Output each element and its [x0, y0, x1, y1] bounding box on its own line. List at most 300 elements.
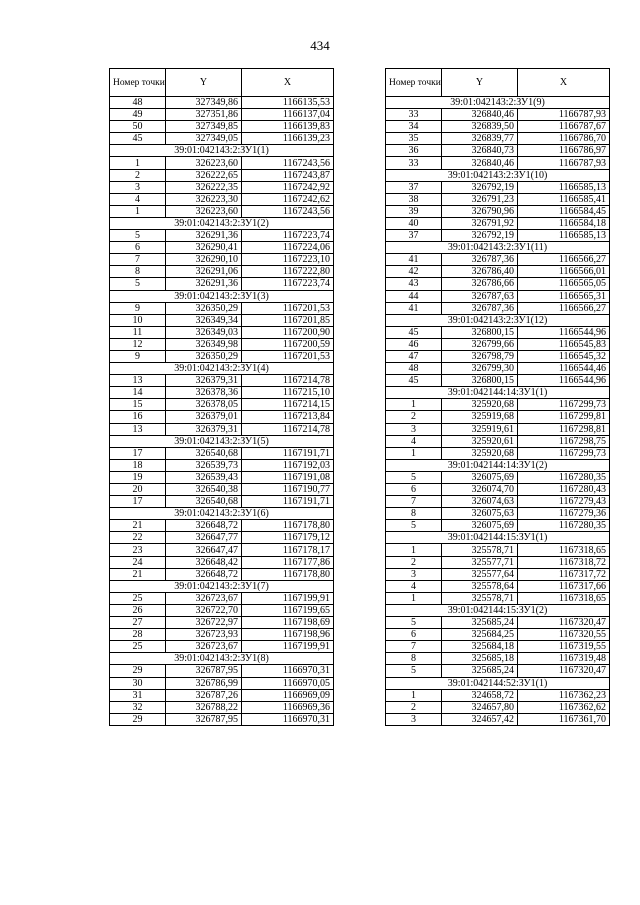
y-coordinate-cell: 326798,79: [442, 350, 518, 362]
table-row: [386, 399, 610, 411]
x-coordinate-cell: 1167178,17: [242, 544, 334, 556]
x-coordinate-cell: 1167319,48: [518, 653, 610, 665]
y-coordinate-cell: 326349,03: [166, 326, 242, 338]
y-coordinate-cell: 326223,60: [166, 157, 242, 169]
table-row: [110, 326, 334, 338]
y-coordinate-cell: 326539,43: [166, 471, 242, 483]
table-row: [110, 133, 334, 145]
section-label: 39:01:042143:2:ЗУ1(3): [110, 290, 334, 302]
x-coordinate-cell: 1167298,81: [518, 423, 610, 435]
point-number-cell: 31: [110, 689, 166, 701]
x-coordinate-cell: 1166544,96: [518, 375, 610, 387]
point-number-cell: 13: [110, 375, 166, 387]
point-number-cell: 1: [386, 689, 442, 701]
table-row: [386, 617, 610, 629]
section-label: 39:01:042143:2:ЗУ1(6): [110, 508, 334, 520]
x-coordinate-cell: 1167299,73: [518, 447, 610, 459]
x-coordinate-cell: 1166970,05: [242, 677, 334, 689]
x-coordinate-cell: 1167198,96: [242, 629, 334, 641]
table-row: [386, 447, 610, 459]
section-label: 39:01:042143:2:ЗУ1(12): [386, 314, 610, 326]
x-coordinate-cell: 1167320,47: [518, 617, 610, 629]
header-x: X: [518, 69, 610, 97]
y-coordinate-cell: 325919,61: [442, 423, 518, 435]
x-coordinate-cell: 1167243,87: [242, 169, 334, 181]
section-label: 39:01:042143:2:ЗУ1(5): [110, 435, 334, 447]
y-coordinate-cell: 326839,77: [442, 133, 518, 145]
x-coordinate-cell: 1167320,47: [518, 665, 610, 677]
section-label: 39:01:042144:14:ЗУ1(1): [386, 387, 610, 399]
point-number-cell: 24: [110, 556, 166, 568]
section-label: 39:01:042144:14:ЗУ1(2): [386, 459, 610, 471]
point-number-cell: 3: [386, 713, 442, 725]
point-number-cell: 1: [110, 205, 166, 217]
point-number-cell: 5: [386, 520, 442, 532]
table-row: [386, 230, 610, 242]
table-row: [386, 556, 610, 568]
point-number-cell: 5: [386, 617, 442, 629]
y-coordinate-cell: 326075,63: [442, 508, 518, 520]
y-coordinate-cell: 326799,66: [442, 338, 518, 350]
x-coordinate-cell: 1166135,53: [242, 97, 334, 109]
point-number-cell: 39: [386, 205, 442, 217]
coordinates-table-right: [385, 68, 610, 726]
y-coordinate-cell: 325577,64: [442, 568, 518, 580]
table-row: [386, 181, 610, 193]
x-coordinate-cell: 1166970,31: [242, 713, 334, 725]
x-coordinate-cell: 1167199,91: [242, 641, 334, 653]
point-number-cell: 25: [110, 592, 166, 604]
x-coordinate-cell: 1166584,18: [518, 217, 610, 229]
table-row: [386, 568, 610, 580]
y-coordinate-cell: 326840,46: [442, 157, 518, 169]
y-coordinate-cell: 326791,92: [442, 217, 518, 229]
x-coordinate-cell: 1167362,62: [518, 701, 610, 713]
x-coordinate-cell: 1167198,69: [242, 617, 334, 629]
point-number-cell: 27: [110, 617, 166, 629]
y-coordinate-cell: 326291,36: [166, 278, 242, 290]
y-coordinate-cell: 325578,71: [442, 592, 518, 604]
table-row: [110, 701, 334, 713]
point-number-cell: 16: [110, 411, 166, 423]
x-coordinate-cell: 1166565,31: [518, 290, 610, 302]
x-coordinate-cell: 1166584,45: [518, 205, 610, 217]
table-row: [386, 641, 610, 653]
table-row: [386, 629, 610, 641]
x-coordinate-cell: 1166585,41: [518, 193, 610, 205]
point-number-cell: 40: [386, 217, 442, 229]
section-row: [386, 677, 610, 689]
section-row: [386, 242, 610, 254]
y-coordinate-cell: 325684,18: [442, 641, 518, 653]
x-coordinate-cell: 1167223,74: [242, 278, 334, 290]
section-label: 39:01:042143:2:ЗУ1(10): [386, 169, 610, 181]
point-number-cell: 37: [386, 181, 442, 193]
y-coordinate-cell: 326379,01: [166, 411, 242, 423]
point-number-cell: 5: [386, 471, 442, 483]
section-row: [386, 169, 610, 181]
x-coordinate-cell: 1167318,65: [518, 544, 610, 556]
x-coordinate-cell: 1167177,86: [242, 556, 334, 568]
section-row: [386, 387, 610, 399]
y-coordinate-cell: 326723,67: [166, 641, 242, 653]
table-row: [110, 121, 334, 133]
x-coordinate-cell: 1167280,43: [518, 484, 610, 496]
x-coordinate-cell: 1167280,35: [518, 471, 610, 483]
x-coordinate-cell: 1167223,10: [242, 254, 334, 266]
point-number-cell: 1: [110, 157, 166, 169]
x-coordinate-cell: 1167320,55: [518, 629, 610, 641]
point-number-cell: 37: [386, 230, 442, 242]
table-row: [110, 629, 334, 641]
point-number-cell: 12: [110, 338, 166, 350]
y-coordinate-cell: 326291,36: [166, 230, 242, 242]
table-row: [386, 496, 610, 508]
point-number-cell: 5: [110, 230, 166, 242]
y-coordinate-cell: 326786,66: [442, 278, 518, 290]
y-coordinate-cell: 326800,15: [442, 375, 518, 387]
x-coordinate-cell: 1167362,23: [518, 689, 610, 701]
x-coordinate-cell: 1167224,06: [242, 242, 334, 254]
x-coordinate-cell: 1166585,13: [518, 181, 610, 193]
x-coordinate-cell: 1167199,65: [242, 604, 334, 616]
table-row: [110, 532, 334, 544]
y-coordinate-cell: 326540,68: [166, 447, 242, 459]
y-coordinate-cell: 326350,29: [166, 302, 242, 314]
y-coordinate-cell: 326800,15: [442, 326, 518, 338]
point-number-cell: 48: [110, 97, 166, 109]
table-row: [110, 459, 334, 471]
y-coordinate-cell: 326223,30: [166, 193, 242, 205]
y-coordinate-cell: 325920,68: [442, 447, 518, 459]
table-row: [110, 641, 334, 653]
y-coordinate-cell: 326799,30: [442, 363, 518, 375]
table-row: [386, 713, 610, 725]
point-number-cell: 36: [386, 145, 442, 157]
table-row: [110, 157, 334, 169]
x-coordinate-cell: 1167214,78: [242, 423, 334, 435]
point-number-cell: 18: [110, 459, 166, 471]
table-row: [386, 302, 610, 314]
x-coordinate-cell: 1167179,12: [242, 532, 334, 544]
x-coordinate-cell: 1167191,71: [242, 496, 334, 508]
y-coordinate-cell: 326222,35: [166, 181, 242, 193]
section-label: 39:01:042144:52:ЗУ1(1): [386, 677, 610, 689]
point-number-cell: 9: [110, 350, 166, 362]
y-coordinate-cell: 326723,93: [166, 629, 242, 641]
section-row: [110, 653, 334, 665]
y-coordinate-cell: 326349,98: [166, 338, 242, 350]
x-coordinate-cell: 1167361,70: [518, 713, 610, 725]
y-coordinate-cell: 326350,29: [166, 350, 242, 362]
section-label: 39:01:042143:2:ЗУ1(9): [386, 97, 610, 109]
table-row: [110, 181, 334, 193]
point-number-cell: 4: [386, 435, 442, 447]
point-number-cell: 28: [110, 629, 166, 641]
table-row: [386, 121, 610, 133]
y-coordinate-cell: 325685,24: [442, 665, 518, 677]
x-coordinate-cell: 1166787,67: [518, 121, 610, 133]
x-coordinate-cell: 1166544,46: [518, 363, 610, 375]
table-row: [386, 689, 610, 701]
table-row: [110, 350, 334, 362]
x-coordinate-cell: 1167201,53: [242, 302, 334, 314]
y-coordinate-cell: 326787,95: [166, 665, 242, 677]
point-number-cell: 35: [386, 133, 442, 145]
y-coordinate-cell: 326223,60: [166, 205, 242, 217]
x-coordinate-cell: 1166139,23: [242, 133, 334, 145]
x-coordinate-cell: 1167318,65: [518, 592, 610, 604]
section-row: [110, 217, 334, 229]
y-coordinate-cell: 326791,23: [442, 193, 518, 205]
header-x: X: [242, 69, 334, 97]
table-row: [386, 411, 610, 423]
point-number-cell: 6: [110, 242, 166, 254]
y-coordinate-cell: 326378,05: [166, 399, 242, 411]
table-row: [386, 435, 610, 447]
table-row: [110, 302, 334, 314]
table-row: [110, 314, 334, 326]
table-row: [110, 604, 334, 616]
point-number-cell: 7: [110, 254, 166, 266]
x-coordinate-cell: 1166565,05: [518, 278, 610, 290]
section-row: [386, 604, 610, 616]
table-row: [110, 496, 334, 508]
table-row: [386, 363, 610, 375]
table-row: [110, 447, 334, 459]
point-number-cell: 20: [110, 484, 166, 496]
point-number-cell: 48: [386, 363, 442, 375]
section-label: 39:01:042144:15:ЗУ1(1): [386, 532, 610, 544]
table-row: [386, 338, 610, 350]
x-coordinate-cell: 1167192,03: [242, 459, 334, 471]
section-label: 39:01:042144:15:ЗУ1(2): [386, 604, 610, 616]
x-coordinate-cell: 1167191,08: [242, 471, 334, 483]
x-coordinate-cell: 1167178,80: [242, 520, 334, 532]
x-coordinate-cell: 1167298,75: [518, 435, 610, 447]
section-row: [110, 145, 334, 157]
table-row: [110, 592, 334, 604]
section-row: [110, 290, 334, 302]
x-coordinate-cell: 1167318,72: [518, 556, 610, 568]
table-row: [386, 375, 610, 387]
point-number-cell: 4: [110, 193, 166, 205]
x-coordinate-cell: 1167319,55: [518, 641, 610, 653]
table-row: [110, 375, 334, 387]
y-coordinate-cell: 326787,95: [166, 713, 242, 725]
table-header-row: [386, 69, 610, 97]
point-number-cell: 10: [110, 314, 166, 326]
point-number-cell: 19: [110, 471, 166, 483]
section-row: [110, 508, 334, 520]
x-coordinate-cell: 1167299,73: [518, 399, 610, 411]
y-coordinate-cell: 326648,42: [166, 556, 242, 568]
section-label: 39:01:042143:2:ЗУ1(11): [386, 242, 610, 254]
x-coordinate-cell: 1166545,32: [518, 350, 610, 362]
y-coordinate-cell: 326792,19: [442, 181, 518, 193]
x-coordinate-cell: 1167201,85: [242, 314, 334, 326]
y-coordinate-cell: 327349,85: [166, 121, 242, 133]
table-row: [386, 157, 610, 169]
point-number-cell: 41: [386, 254, 442, 266]
table-row: [386, 592, 610, 604]
y-coordinate-cell: 326349,34: [166, 314, 242, 326]
x-coordinate-cell: 1166566,01: [518, 266, 610, 278]
x-coordinate-cell: 1167317,72: [518, 568, 610, 580]
y-coordinate-cell: 325577,71: [442, 556, 518, 568]
point-number-cell: 2: [386, 556, 442, 568]
section-label: 39:01:042143:2:ЗУ1(8): [110, 653, 334, 665]
table-row: [386, 266, 610, 278]
x-coordinate-cell: 1167214,15: [242, 399, 334, 411]
table-row: [110, 254, 334, 266]
table-row: [110, 387, 334, 399]
y-coordinate-cell: 324658,72: [442, 689, 518, 701]
table-row: [110, 242, 334, 254]
y-coordinate-cell: 327349,05: [166, 133, 242, 145]
y-coordinate-cell: 326379,31: [166, 423, 242, 435]
table-row: [386, 145, 610, 157]
point-number-cell: 5: [110, 278, 166, 290]
y-coordinate-cell: 324657,42: [442, 713, 518, 725]
table-row: [110, 484, 334, 496]
x-coordinate-cell: 1167178,80: [242, 568, 334, 580]
table-row: [386, 484, 610, 496]
x-coordinate-cell: 1167213,84: [242, 411, 334, 423]
point-number-cell: 2: [110, 169, 166, 181]
x-coordinate-cell: 1167299,81: [518, 411, 610, 423]
section-row: [386, 459, 610, 471]
y-coordinate-cell: 326074,63: [442, 496, 518, 508]
y-coordinate-cell: 326792,19: [442, 230, 518, 242]
point-number-cell: 33: [386, 109, 442, 121]
point-number-cell: 47: [386, 350, 442, 362]
table-row: [386, 653, 610, 665]
x-coordinate-cell: 1167279,36: [518, 508, 610, 520]
y-coordinate-cell: 326722,70: [166, 604, 242, 616]
point-number-cell: 25: [110, 641, 166, 653]
table-row: [110, 230, 334, 242]
y-coordinate-cell: 326648,72: [166, 520, 242, 532]
x-coordinate-cell: 1166566,27: [518, 254, 610, 266]
y-coordinate-cell: 326222,65: [166, 169, 242, 181]
table-row: [110, 556, 334, 568]
table-row: [386, 544, 610, 556]
table-row: [386, 520, 610, 532]
table-row: [386, 580, 610, 592]
table-row: [386, 133, 610, 145]
page-number: 434: [310, 38, 330, 53]
y-coordinate-cell: 325920,68: [442, 399, 518, 411]
point-number-cell: 2: [386, 411, 442, 423]
y-coordinate-cell: 326787,36: [442, 302, 518, 314]
y-coordinate-cell: 326790,96: [442, 205, 518, 217]
header-point-number: Номер точки: [110, 69, 166, 97]
point-number-cell: 9: [110, 302, 166, 314]
table-row: [110, 665, 334, 677]
point-number-cell: 13: [110, 423, 166, 435]
x-coordinate-cell: 1166585,13: [518, 230, 610, 242]
y-coordinate-cell: 326723,67: [166, 592, 242, 604]
point-number-cell: 1: [386, 399, 442, 411]
x-coordinate-cell: 1167214,78: [242, 375, 334, 387]
point-number-cell: 29: [110, 665, 166, 677]
point-number-cell: 7: [386, 496, 442, 508]
x-coordinate-cell: 1167201,53: [242, 350, 334, 362]
point-number-cell: 14: [110, 387, 166, 399]
y-coordinate-cell: 325919,68: [442, 411, 518, 423]
coordinates-table-left: [109, 68, 334, 726]
table-row: [110, 193, 334, 205]
point-number-cell: 1: [386, 544, 442, 556]
y-coordinate-cell: 326787,63: [442, 290, 518, 302]
point-number-cell: 22: [110, 532, 166, 544]
point-number-cell: 38: [386, 193, 442, 205]
y-coordinate-cell: 326075,69: [442, 471, 518, 483]
section-row: [386, 532, 610, 544]
table-row: [110, 338, 334, 350]
table-row: [110, 399, 334, 411]
table-row: [386, 471, 610, 483]
point-number-cell: 7: [386, 641, 442, 653]
point-number-cell: 21: [110, 520, 166, 532]
table-row: [386, 109, 610, 121]
y-coordinate-cell: 326840,73: [442, 145, 518, 157]
x-coordinate-cell: 1166786,70: [518, 133, 610, 145]
table-row: [110, 423, 334, 435]
x-coordinate-cell: 1166139,83: [242, 121, 334, 133]
section-row: [386, 97, 610, 109]
table-row: [386, 193, 610, 205]
x-coordinate-cell: 1167191,71: [242, 447, 334, 459]
point-number-cell: 29: [110, 713, 166, 725]
y-coordinate-cell: 326787,36: [442, 254, 518, 266]
point-number-cell: 32: [110, 701, 166, 713]
table-row: [110, 544, 334, 556]
x-coordinate-cell: 1167200,59: [242, 338, 334, 350]
point-number-cell: 41: [386, 302, 442, 314]
point-number-cell: 42: [386, 266, 442, 278]
table-row: [386, 423, 610, 435]
point-number-cell: 4: [386, 580, 442, 592]
section-label: 39:01:042143:2:ЗУ1(2): [110, 217, 334, 229]
point-number-cell: 30: [110, 677, 166, 689]
table-row: [386, 508, 610, 520]
point-number-cell: 34: [386, 121, 442, 133]
y-coordinate-cell: 326787,26: [166, 689, 242, 701]
table-row: [386, 665, 610, 677]
header-point-number: Номер точки: [386, 69, 442, 97]
table-row: [110, 471, 334, 483]
point-number-cell: 15: [110, 399, 166, 411]
y-coordinate-cell: 326786,40: [442, 266, 518, 278]
section-row: [386, 314, 610, 326]
y-coordinate-cell: 327351,86: [166, 109, 242, 121]
point-number-cell: 17: [110, 447, 166, 459]
table-row: [110, 97, 334, 109]
x-coordinate-cell: 1167215,10: [242, 387, 334, 399]
table-row: [386, 217, 610, 229]
table-row: [110, 205, 334, 217]
point-number-cell: 33: [386, 157, 442, 169]
y-coordinate-cell: 325920,61: [442, 435, 518, 447]
y-coordinate-cell: 326074,70: [442, 484, 518, 496]
y-coordinate-cell: 326788,22: [166, 701, 242, 713]
y-coordinate-cell: 325685,18: [442, 653, 518, 665]
point-number-cell: 8: [386, 508, 442, 520]
point-number-cell: 6: [386, 629, 442, 641]
table-row: [386, 290, 610, 302]
